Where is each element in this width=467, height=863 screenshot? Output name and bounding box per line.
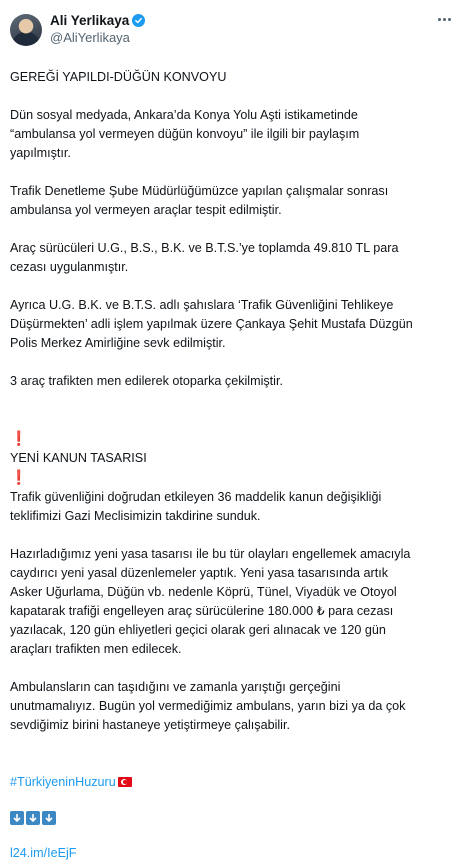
down-arrows-row [10, 811, 457, 825]
short-link-row [10, 825, 457, 863]
author-display-name[interactable]: Ali Yerlikaya [50, 13, 130, 28]
paragraph-7: Hazırladığımız yeni yasa tasarısı ile bu tür olayları engellemek amacıyla caydırıcı yeni yasal düzenlemeler yaptık. Yeni yasa tasarısında artık Asker Uğurlama, Düğün vb. nedenle Köprü, Tünel, Viyadük ve Otoyol kapatarak trafiği engelleyen araç sürücülerine 180.000 ₺ para cezası yazılacak, 120 gün ehliyetleri geçici olarak geri alınacak ve 120 gün araçları trafikten men edilecek. [10, 547, 411, 656]
author-handle[interactable]: @AliYerlikaya [50, 30, 130, 45]
down-arrow-icon [26, 811, 40, 825]
down-arrow-icon [10, 811, 24, 825]
new-law-heading-row [10, 410, 457, 488]
paragraph-3: Araç sürücüleri U.G., B.S., B.K. ve B.T.S.’ye toplamda 49.810 TL para cezası uygulanmıştır. [10, 241, 399, 274]
paragraph-1: Dün sosyal medyada, Ankara’da Konya Yolu Aşti istikametinde “ambulansa yol vermeyen düğün konvoyu” ile ilgili bir paylaşım yapılmıştır. [10, 108, 360, 160]
tweet-header [10, 10, 457, 54]
paragraph-2: Trafik Denetleme Şube Müdürlüğümüzce yapılan çalışmalar sonrası ambulansa yol vermeyen araçlar tespit edilmiştir. [10, 184, 389, 217]
tweet-title: GEREĞİ YAPILDI-DÜĞÜN KONVOYU [10, 70, 227, 84]
hashtag-link[interactable]: #TürkiyeninHuzuru [10, 775, 116, 789]
avatar[interactable] [10, 14, 42, 46]
tweet-text [10, 68, 457, 863]
paragraph-4: Ayrıca U.G. B.K. ve B.T.S. adlı şahıslara ‘Trafik Güvenliğini Tehlikeye Düşürmekten’ adli işlem yapılmak üzere Çankaya Şehit Mustafa Düzgün Polis Merkez Amirliğine sevk edilmiştir. [10, 298, 413, 350]
short-link[interactable]: l24.im/IeEjF [10, 846, 77, 860]
paragraph-6: Trafik güvenliğini doğrudan etkileyen 36 maddelik kanun değişikliği teklifimizi Gazi Meclisimizin takdirine sunduk. [10, 490, 382, 523]
verified-badge-icon[interactable] [132, 14, 145, 27]
hashtag-row [10, 754, 457, 792]
exclamation-icon: ❗ [10, 430, 28, 446]
paragraph-5: 3 araç trafikten men edilerek otoparka çekilmiştir. [10, 374, 283, 388]
new-law-heading: YENİ KANUN TASARISI [10, 451, 147, 465]
author-name-row[interactable] [50, 12, 145, 29]
down-arrow-icon [42, 811, 56, 825]
paragraph-8: Ambulansların can taşıdığını ve zamanla yarıştığı gerçeğini unutmamalıyız. Bugün yol vermediğimiz ambulans, yarın bizi ya da çok sevdiğimiz birini hastaneye yetiştirmeye çalışabilir. [10, 680, 406, 732]
author-info [50, 12, 145, 46]
exclamation-icon: ❗ [10, 469, 28, 485]
more-options-icon[interactable] [433, 11, 455, 27]
turkey-flag-icon [118, 777, 132, 787]
